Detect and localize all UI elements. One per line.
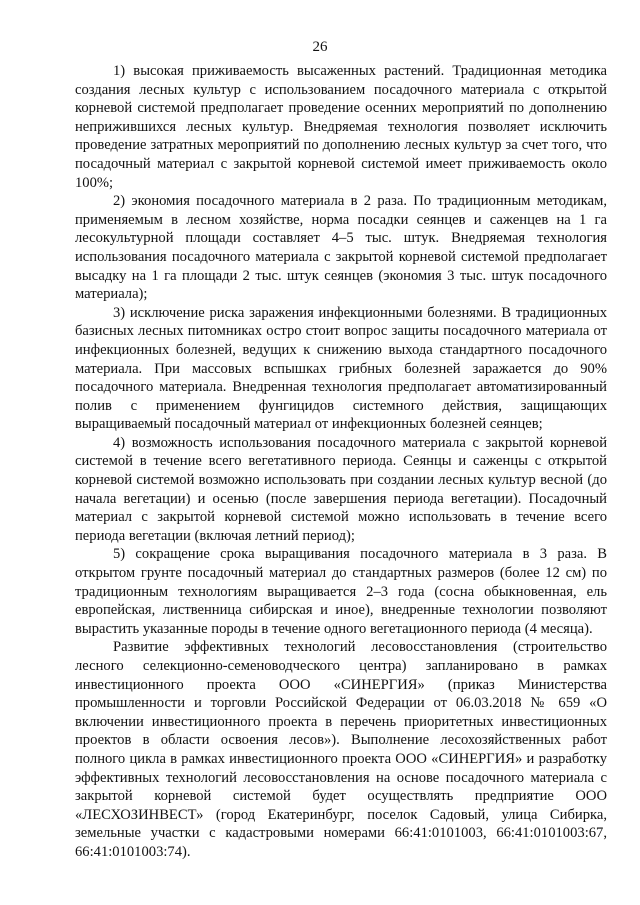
paragraph-item-3-disease-risk: 3) исключение риска заражения инфекционными болезнями. В традиционных базисных лесных питомниках остро стоит вопрос защиты посадочного материала от инфекционных болезней, ведущих к снижению выхода стандартного посадочного материала. При массовых вспышках грибных болезней заражается до 90% посадочного материала. Внедренная технология предполагает автоматизированный полив с применением фунгицидов системного действия, защищающих выращиваемый посадочный материал от инфекционных болезней сеянцев; (75, 304, 607, 433)
body-text (75, 62, 607, 862)
paragraph-investment-project: Развитие эффективных технологий лесовосстановления (строительство лесного селекционно-семеноводческого центра) запланировано в рамках инвестиционного проекта ООО «СИНЕРГИЯ» (приказ Министерства промышленности и торговли Российской Федерации от 06.03.2018 № 659 «О включении инвестиционного проекта в перечень приоритетных инвестиционных проектов в области освоения лесов»). Выполнение лесохозяйственных работ полного цикла в рамках инвестиционного проекта ООО «СИНЕРГИЯ» и разработку эффективных технологий лесовосстановления на основе посадочного материала с закрытой корневой системой будет осуществлять предприятие ООО «ЛЕСХОЗИНВЕСТ» (город Екатеринбург, поселок Садовый, улица Сибирка, земельные участки с кадастровыми номерами 66:41:0101003, 66:41:0101003:67, 66:41:0101003:74). (75, 639, 607, 860)
paragraph-item-2-material-savings: 2) экономия посадочного материала в 2 раза. По традиционным методикам, применяемым в лесном хозяйстве, норма посадки сеянцев и саженцев на 1 га лесокультурной площади составляет 4–5 тыс. штук. Внедряемая технология использования посадочного материала с закрытой корневой системой предполагает высадку на 1 га площади 2 тыс. штук сеянцев (экономия 3 тыс. штук посадочного материала); (75, 193, 607, 303)
paragraph-item-5-growing-time: 5) сокращение срока выращивания посадочного материала в 3 раза. В открытом грунте посадочный материал до стандартных размеров (более 12 см) по традиционным технологиям выращивается 2–3 года (сосна обыкновенная, ель европейская, лиственница сибирская и иное), внедренные технологии позволяют вырастить указанные породы в течение одного вегетационного периода (4 месяца). (75, 546, 607, 637)
page-number: 26 (312, 39, 328, 55)
paragraph-item-4-vegetation-period: 4) возможность использования посадочного материала с закрытой корневой системой в течение всего вегетативного периода. Сеянцы и саженцы с открытой корневой системой возможно использовать при создании лесных культур весной (до начала вегетации) и осенью (после завершения периода вегетации). Посадочный материал с закрытой корневой системой можно использовать в течение всего периода вегетации (включая летний период); (75, 434, 607, 544)
paragraph-item-1-high-survival: 1) высокая приживаемость высаженных растений. Традиционная методика создания лесных культур с использованием посадочного материала с открытой корневой системой предполагает проведение осенних мероприятий по дополнению неприжившихся лесных культур. Внедряемая технология позволяет исключить проведение затратных мероприятий по дополнению лесных культур за счет того, что посадочный материал с закрытой корневой системой имеет приживаемость около 100%; (75, 63, 607, 191)
